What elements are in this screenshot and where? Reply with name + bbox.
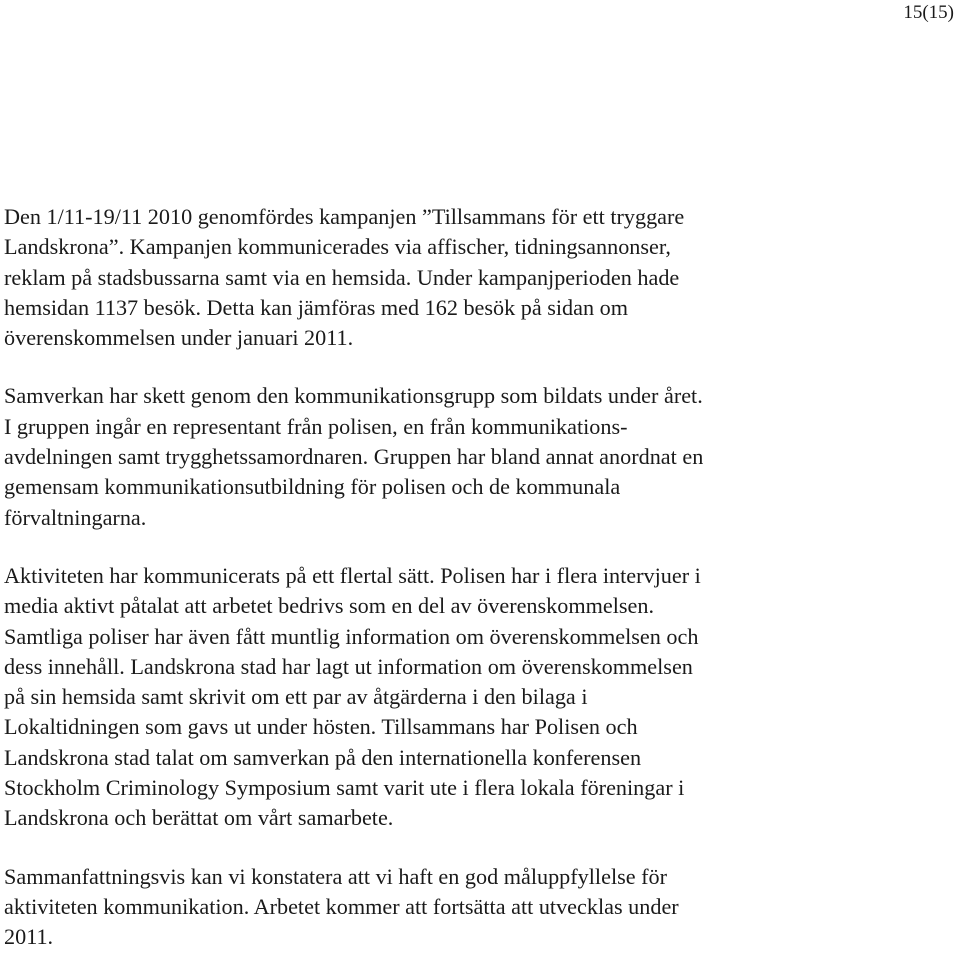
page-number: 15(15): [903, 2, 954, 23]
text-line: hemsidan 1137 besök. Detta kan jämföras med 162 besök på sidan om: [4, 294, 628, 320]
text-line: Den 1/11-19/11 2010 genomfördes kampanjen ”Tillsammans för ett tryggare: [4, 204, 685, 229]
text-line: media aktivt påtalat att arbetet bedrivs som en del av överenskommelsen.: [4, 593, 655, 619]
paragraph-campaign: [4, 202, 954, 353]
paragraph-summary: [4, 862, 954, 953]
paragraph-activity: [4, 561, 954, 834]
text-line: på sin hemsida samt skrivit om ett par av åtgärderna i den bilaga i: [4, 684, 588, 710]
text-line: Stockholm Criminology Symposium samt varit ute i flera lokala föreningar i: [4, 775, 685, 801]
text-line: Lokaltidningen som gavs ut under hösten. Tillsammans har Polisen och: [4, 714, 638, 740]
text-line: Samverkan har skett genom den kommunikationsgrupp som bildats under året.: [4, 383, 703, 409]
text-line: reklam på stadsbussarna samt via en hemsida. Under kampanjperioden hade: [4, 264, 680, 290]
text-line: I gruppen ingår en representant från polisen, en från kommunikations-: [4, 413, 628, 439]
text-line: avdelningen samt trygghetssamordnaren. Gruppen har bland annat anordnat en: [4, 444, 704, 470]
paragraph-cooperation: [4, 381, 954, 532]
text-line: Sammanfattningsvis kan vi konstatera att vi haft en god måluppfyllelse för: [4, 863, 668, 889]
text-line: Landskrona stad talat om samverkan på den internationella konferensen: [4, 744, 642, 770]
text-line: dess innehåll. Landskrona stad har lagt ut information om överenskommelsen: [4, 653, 693, 679]
text-line: överenskommelsen under januari 2011.: [4, 325, 354, 351]
text-line: gemensam kommunikationsutbildning för polisen och de kommunala: [4, 474, 621, 500]
text-line: 2011.: [4, 924, 54, 950]
text-line: Landskrona”. Kampanjen kommunicerades via affischer, tidningsannonser,: [4, 234, 671, 260]
text-line: aktiviteten kommunikation. Arbetet kommer att fortsätta att utvecklas under: [4, 893, 679, 919]
paragraph-spacer: [4, 834, 954, 862]
text-line: Aktiviteten har kommunicerats på ett flertal sätt. Polisen har i flera intervjuer i: [4, 562, 701, 588]
paragraph-spacer: [4, 353, 954, 381]
text-line: förvaltningarna.: [4, 504, 147, 530]
text-line: Landskrona och berättat om vårt samarbete.: [4, 805, 394, 831]
document-body: [4, 202, 954, 953]
paragraph-spacer: [4, 533, 954, 561]
text-line: Samtliga poliser har även fått muntlig information om överenskommelsen och: [4, 623, 699, 649]
